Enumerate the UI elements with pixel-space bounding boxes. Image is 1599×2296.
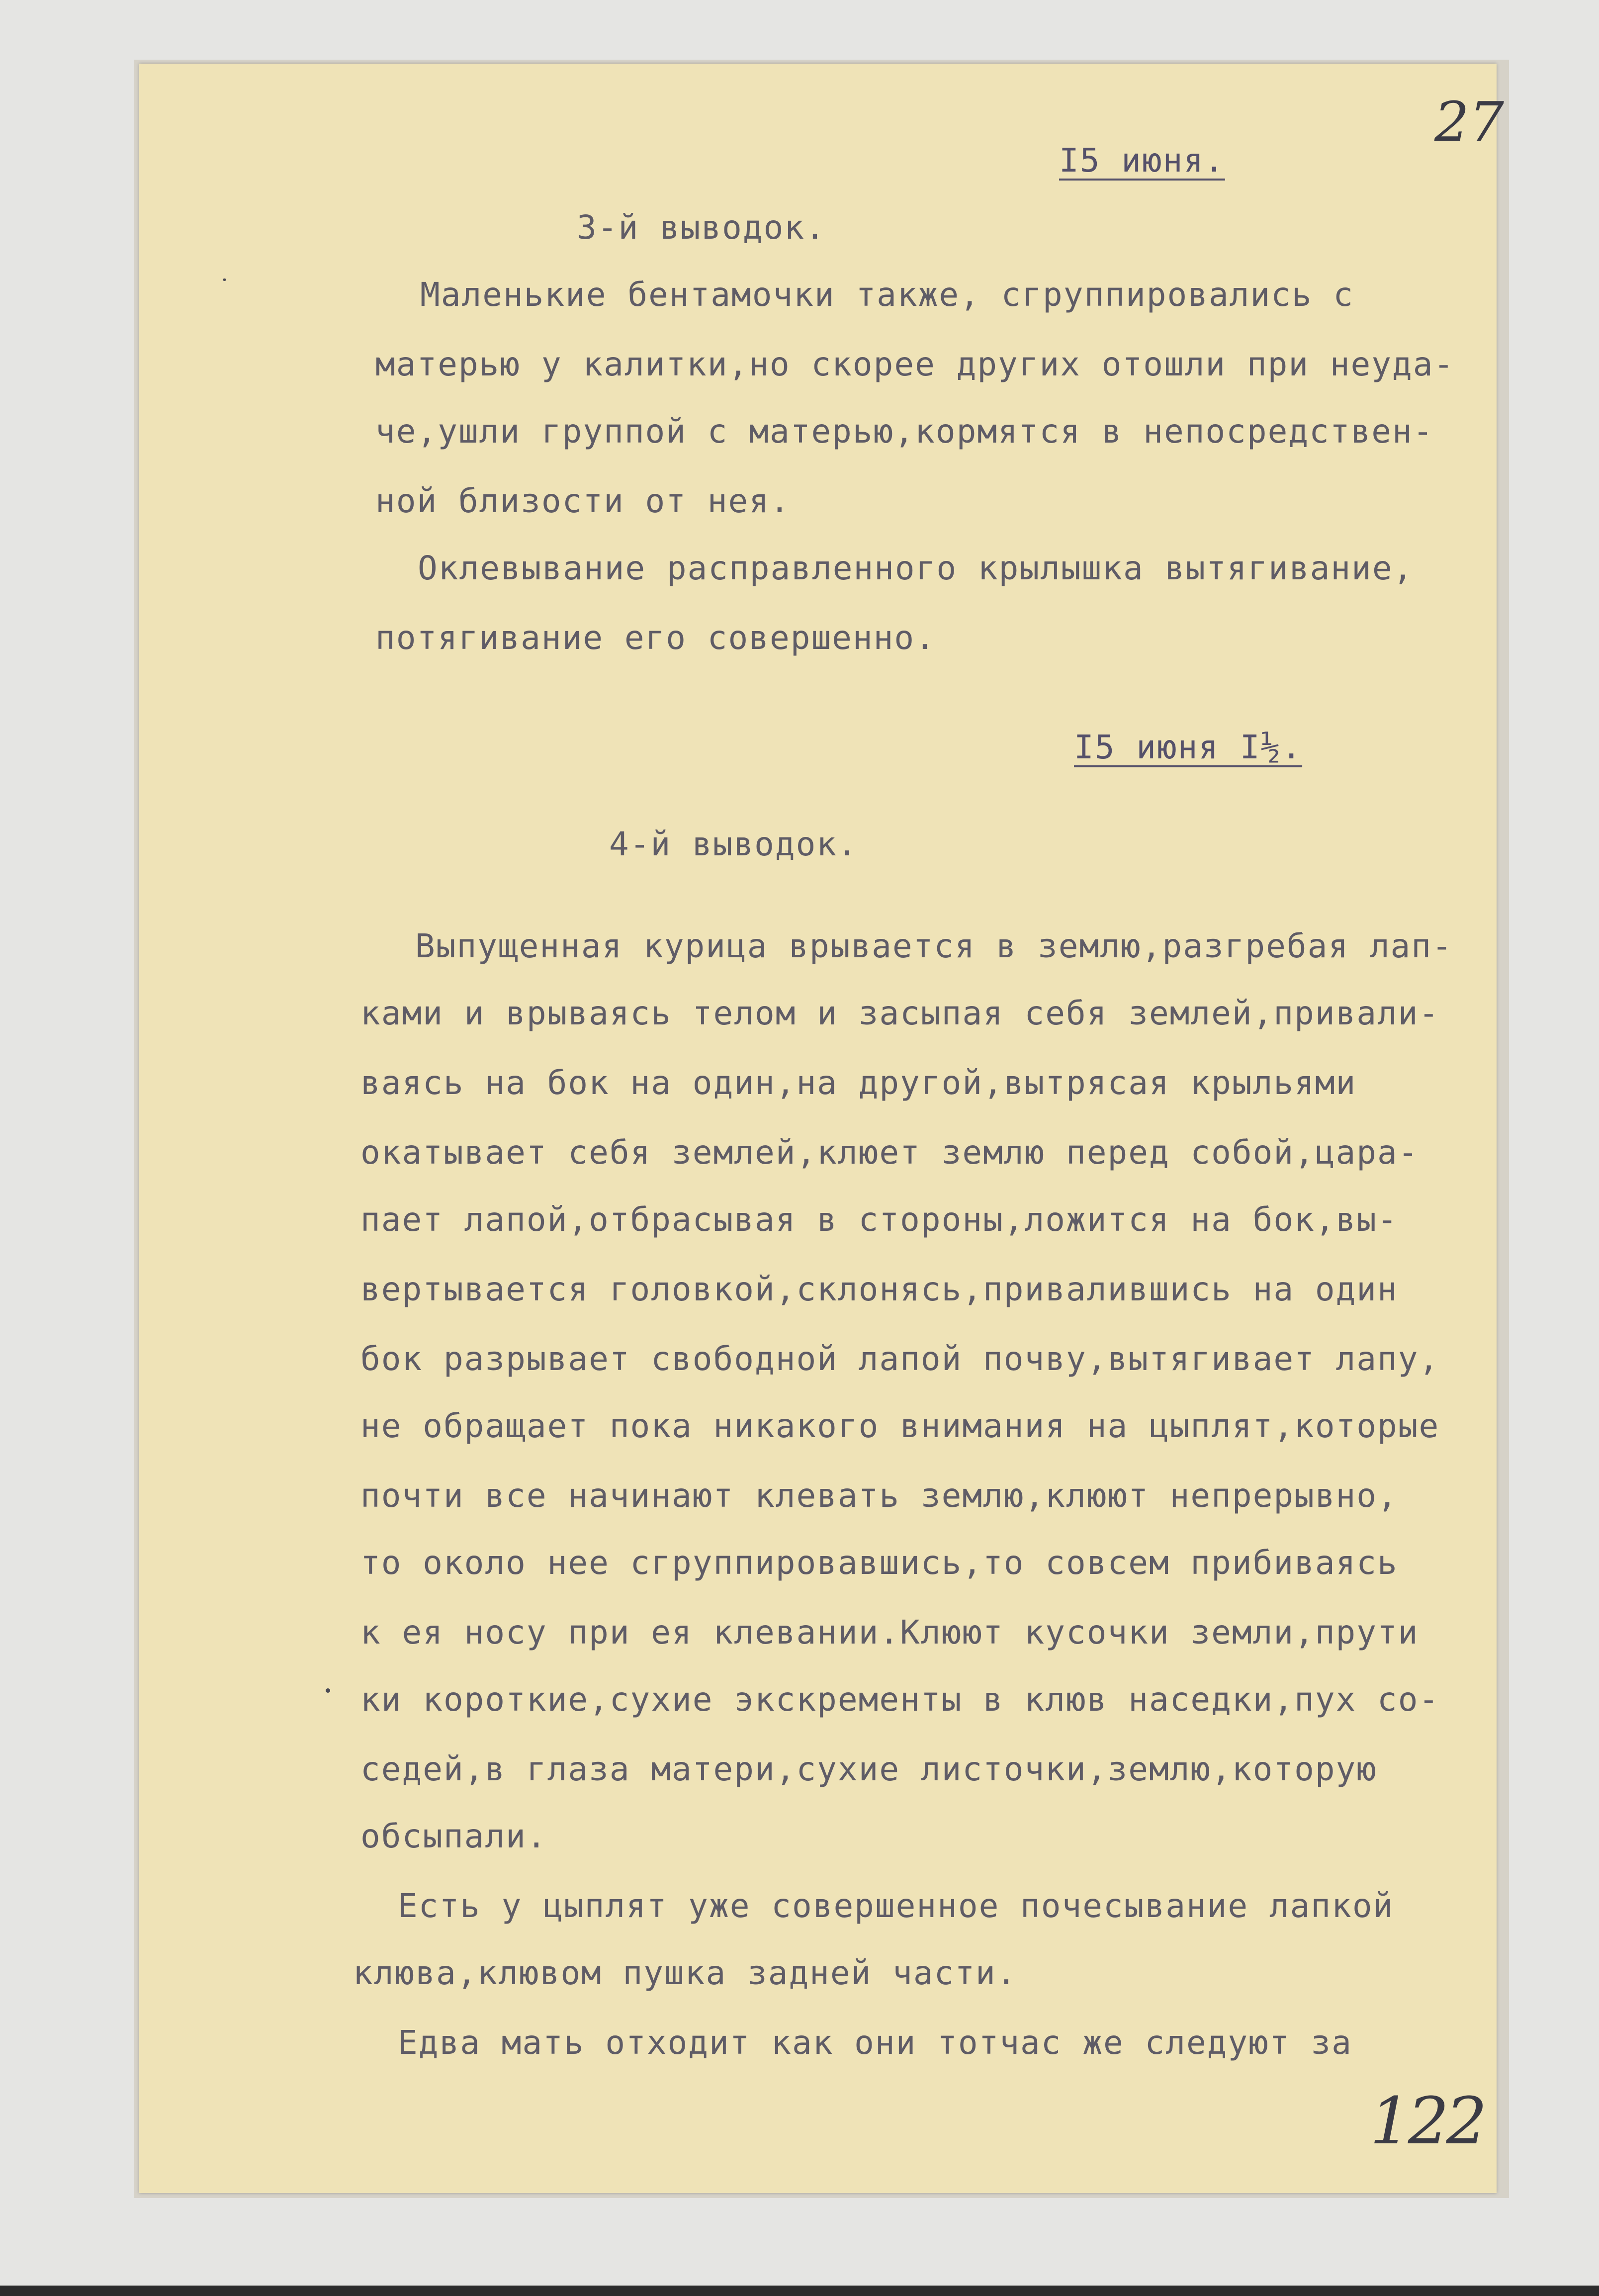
- paragraph-line: не обращает пока никакого внимания на цыплят,которые: [360, 1407, 1440, 1445]
- ink-dot: [326, 1688, 330, 1693]
- paragraph-line: ки короткие,сухие экскременты в клюв наседки,пух со-: [360, 1680, 1440, 1719]
- paragraph-line: окатывает себя землей,клюет землю перед собой,цара-: [360, 1133, 1419, 1172]
- paragraph-line: к ея носу при ея клевании.Клюют кусочки земли,прути: [360, 1613, 1419, 1652]
- paragraph-line: Выпущенная курица врывается в землю,разгребая лап-: [415, 927, 1453, 965]
- ink-dot: [223, 278, 226, 281]
- date-heading-2: I5 июня I½.: [1074, 728, 1303, 766]
- section-heading-brood-3: 3-й выводок.: [577, 208, 826, 247]
- paragraph-line: Есть у цыплят уже совершенное почесывание лапкой: [398, 1887, 1394, 1925]
- date-heading-1: I5 июня.: [1059, 141, 1225, 180]
- paragraph-line: Маленькие бентамочки также, сгруппировались с: [420, 276, 1354, 314]
- paragraph-line: бок разрывает свободной лапой почву,вытягивает лапу,: [360, 1340, 1440, 1378]
- section-heading-brood-4: 4-й выводок.: [609, 825, 858, 863]
- scan-bottom-edge: [0, 2286, 1599, 2296]
- paragraph-line: обсыпали.: [360, 1817, 547, 1855]
- folio-number: 27: [1434, 90, 1504, 154]
- paragraph-line: потягивание его совершенно.: [375, 619, 936, 657]
- paragraph-line: Едва мать отходит как они тотчас же следуют за: [398, 2023, 1352, 2062]
- paragraph-line: Оклевывание расправленного крылышка вытягивание,: [418, 549, 1414, 587]
- paragraph-line: вертывается головкой,склонясь,привалившись на один: [360, 1270, 1398, 1308]
- paragraph-line: че,ушли группой с матерью,кормятся в непосредствен-: [375, 412, 1434, 451]
- paragraph-line: почти все начинают клевать землю,клюют непрерывно,: [360, 1476, 1398, 1515]
- paragraph-line: пает лапой,отбрасывая в стороны,ложится на бок,вы-: [360, 1200, 1398, 1239]
- paragraph-line: седей,в глаза матери,сухие листочки,землю,которую: [360, 1750, 1378, 1788]
- paragraph-line: то около нее сгруппировавшись,то совсем прибиваясь: [360, 1544, 1398, 1582]
- paragraph-line: ваясь на бок на один,на другой,вытрясая крыльями: [360, 1064, 1357, 1102]
- paragraph-line: ной близости от нея.: [375, 482, 791, 520]
- paragraph-line: ками и врываясь телом и засыпая себя землей,привали-: [360, 994, 1440, 1032]
- archive-number: 122: [1370, 2083, 1485, 2159]
- paragraph-line: клюва,клювом пушка задней части.: [353, 1954, 1017, 1992]
- paragraph-line: матерью у калитки,но скорее других отошли при неуда-: [375, 345, 1455, 383]
